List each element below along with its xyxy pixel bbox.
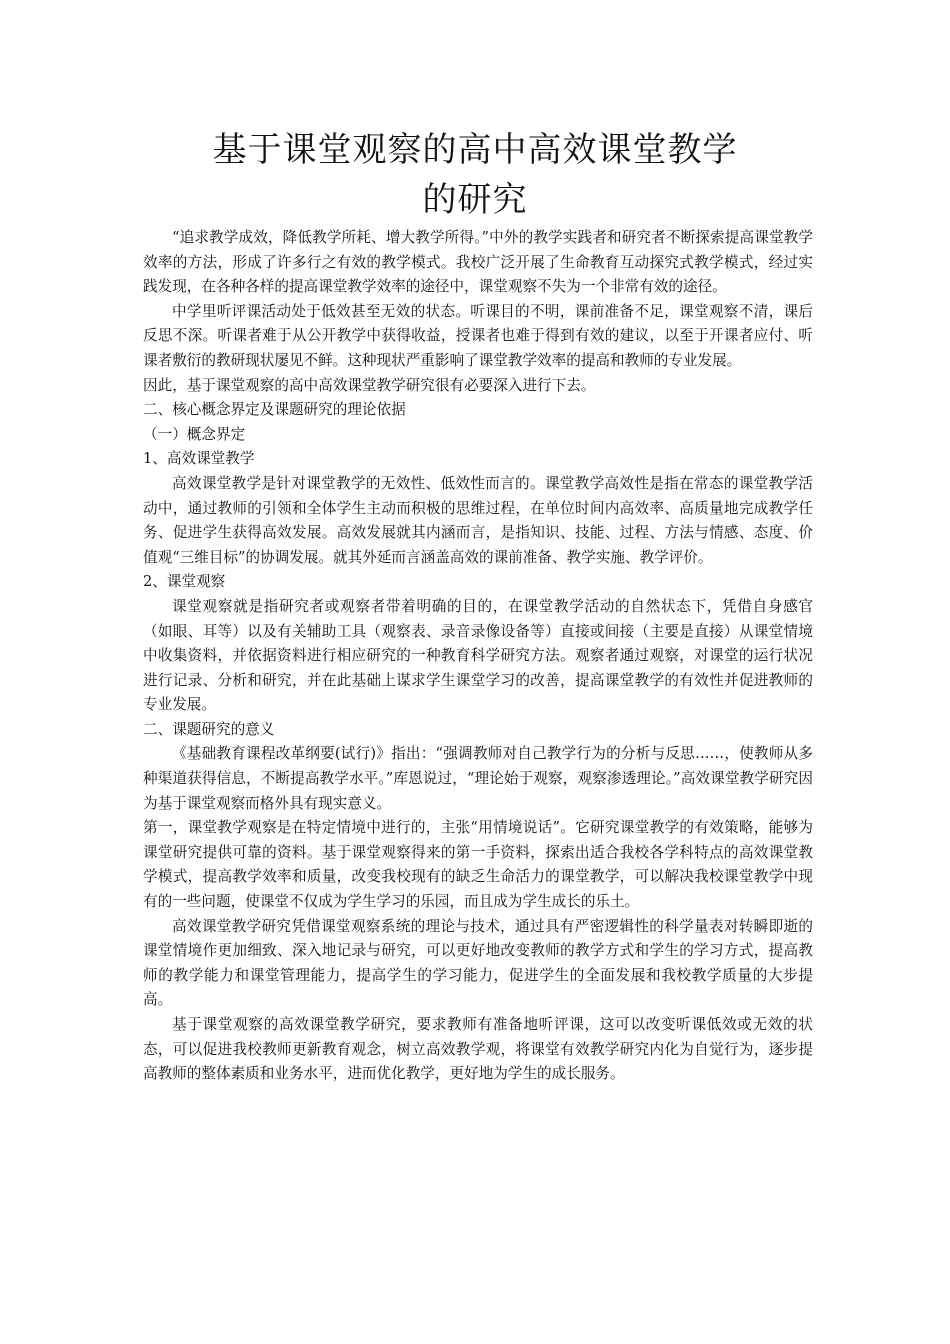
paragraph: 基于课堂观察的高效课堂教学研究，要求教师有准备地听评课，这可以改变听课低效或无效的状态，可以促进我校教师更新教育观念，树立高效教学观，将课堂有效教学研究内化为自觉行为，逐步提高教师的整体素质和业务水平，进而优化教学，更好地为学生的成长服务。 [143,1016,813,1083]
section-heading: 二、核心概念界定及课题研究的理论依据 [143,401,406,419]
item-heading: 1、高效课堂教学 [143,450,255,468]
paragraph: 中学里听评课活动处于低效甚至无效的状态。听课目的不明，课前准备不足，课堂观察不清，课后反思不深。听课者难于从公开教学中获得收益，授课者也难于得到有效的建议，以至于开课者应付、听课者敷衍的教研现状屡见不鲜。这种现状严重影响了课堂教学效率的提高和教师的专业发展。 [143,302,813,369]
document-title-line-1: 基于课堂观察的高中高效课堂教学 [212,130,738,170]
paragraph: 第一，课堂教学观察是在特定情境中进行的，主张“用情境说话”。它研究课堂教学的有效策略，能够为课堂研究提供可靠的资料。基于课堂观察得来的第一手资料，探索出适合我校各学科特点的高效课堂教学模式，提高教学效率和质量，改变我校现有的缺乏生命活力的课堂教学，可以解决我校课堂教学中现有的一些问题，使课堂不仅成为学生学习的乐园，而且成为学生成长的乐土。 [143,819,813,911]
subsection-heading: （一）概念界定 [143,425,246,443]
item-heading: 2、课堂观察 [143,573,226,591]
document-body [143,226,813,1087]
paragraph: 高效课堂教学研究凭借课堂观察系统的理论与技术，通过具有严密逻辑性的科学量表对转瞬即逝的课堂情境作更加细致、深入地记录与研究，可以更好地改变教师的教学方式和学生的学习方式，提高教师的教学能力和课堂管理能力，提高学生的学习能力，促进学生的全面发展和我校教学质量的大步提高。 [143,917,813,1009]
paragraph: “追求教学成效，降低教学所耗、增大教学所得。”中外的教学实践者和研究者不断探索提高课堂教学效率的方法，形成了许多行之有效的教学模式。我校广泛开展了生命教育互动探究式教学模式，经过实践发现，在各种各样的提高课堂教学效率的途径中，课堂观察不失为一个非常有效的途径。 [143,229,813,296]
section-heading: 二、课题研究的意义 [143,720,275,738]
paragraph: 《基础教育课程改革纲要(试行)》指出：“强调教师对自己教学行为的分析与反思……，使教师从多种渠道获得信息，不断提高教学水平。”库恩说过，“理论始于观察，观察渗透理论。”高效课堂教学研究因为基于课堂观察而格外具有现实意义。 [143,745,813,812]
paragraph: 因此，基于课堂观察的高中高效课堂教学研究很有必要深入进行下去。 [143,376,596,394]
paragraph: 高效课堂教学是针对课堂教学的无效性、低效性而言的。课堂教学高效性是指在常态的课堂教学活动中，通过教师的引领和全体学生主动而积极的思维过程，在单位时间内高效率、高质量地完成教学任务、促进学生获得高效发展。高效发展就其内涵而言，是指知识、技能、过程、方法与情感、态度、价值观“三维目标”的协调发展。就其外延而言涵盖高效的课前准备、教学实施、教学评价。 [143,474,813,566]
paragraph: 课堂观察就是指研究者或观察者带着明确的目的，在课堂教学活动的自然状态下，凭借自身感官（如眼、耳等）以及有关辅助工具（观察表、录音录像设备等）直接或间接（主要是直接）从课堂情境中收集资料，并依据资料进行相应研究的一种教育科学研究方法。观察者通过观察，对课堂的运行状况进行记录、分析和研究，并在此基础上谋求学生课堂学习的改善，提高课堂教学的有效性并促进教师的专业发展。 [143,597,813,714]
document-title-line-2: 的研究 [422,180,528,220]
